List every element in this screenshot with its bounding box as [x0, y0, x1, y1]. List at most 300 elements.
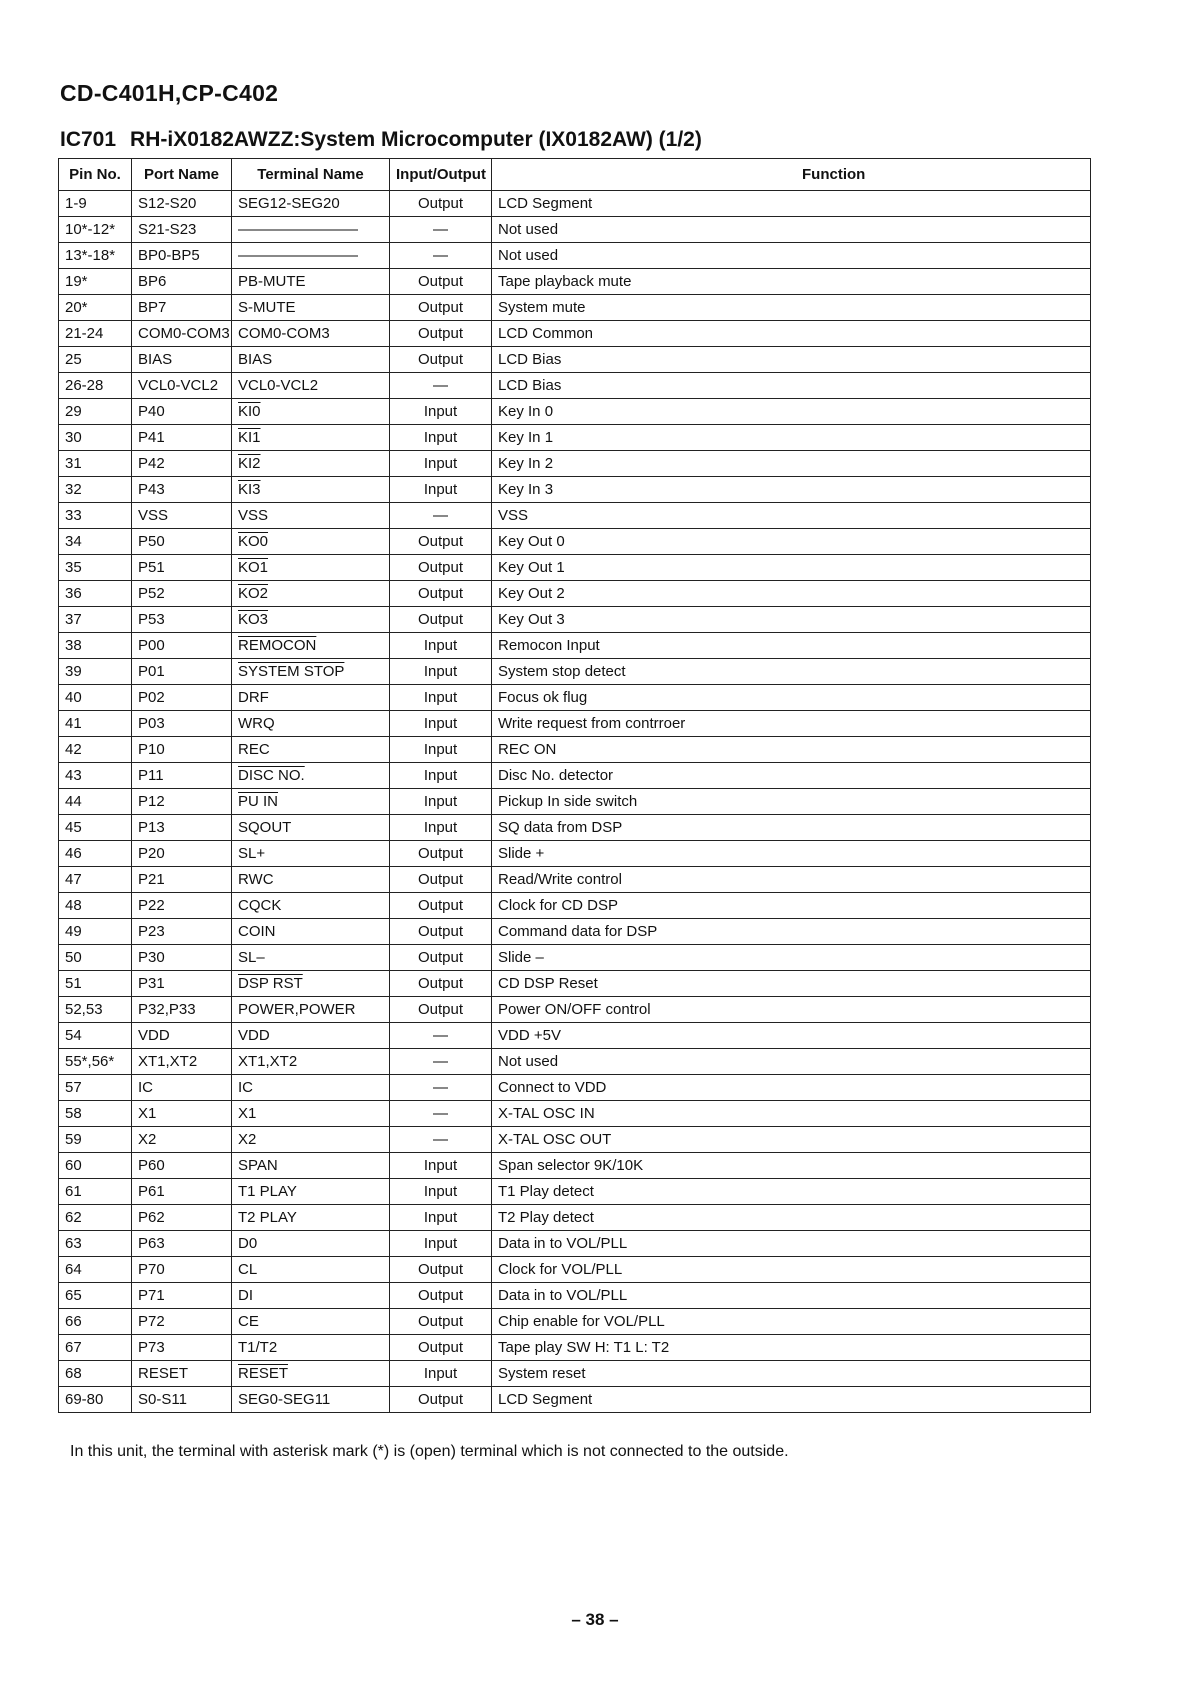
cell-io: Output [390, 581, 492, 607]
cell-port: P00 [132, 633, 232, 659]
table-row [59, 1049, 1091, 1075]
cell-io: Output [390, 1387, 492, 1413]
col-header-io: Input/Output [390, 159, 492, 191]
cell-terminal [232, 581, 390, 607]
cell-port: P53 [132, 607, 232, 633]
cell-pin: 60 [59, 1153, 132, 1179]
cell-terminal: RWC [232, 867, 390, 893]
cell-terminal [232, 763, 390, 789]
cell-function: Key In 3 [492, 477, 1091, 503]
cell-io: Output [390, 997, 492, 1023]
active-low-terminal: RESET [238, 1365, 289, 1382]
cell-terminal: ———————— [232, 217, 390, 243]
cell-pin: 38 [59, 633, 132, 659]
cell-pin: 25 [59, 347, 132, 373]
cell-terminal: VDD [232, 1023, 390, 1049]
cell-io: — [390, 217, 492, 243]
cell-terminal: X1 [232, 1101, 390, 1127]
cell-port: IC [132, 1075, 232, 1101]
table-row [59, 399, 1091, 425]
cell-port: P30 [132, 945, 232, 971]
table-row [59, 867, 1091, 893]
col-header-function: Function [492, 159, 1091, 191]
cell-function: Not used [492, 1049, 1091, 1075]
cell-port: P52 [132, 581, 232, 607]
cell-function: LCD Segment [492, 191, 1091, 217]
cell-function: Key Out 2 [492, 581, 1091, 607]
cell-terminal: X2 [232, 1127, 390, 1153]
cell-io: Input [390, 685, 492, 711]
cell-io: Input [390, 1179, 492, 1205]
cell-port: P13 [132, 815, 232, 841]
cell-port: P63 [132, 1231, 232, 1257]
cell-function: Tape playback mute [492, 269, 1091, 295]
cell-terminal: CQCK [232, 893, 390, 919]
cell-function: Key In 0 [492, 399, 1091, 425]
cell-io: — [390, 1127, 492, 1153]
cell-port: RESET [132, 1361, 232, 1387]
cell-terminal [232, 789, 390, 815]
active-low-terminal: PU IN [238, 793, 279, 810]
cell-pin: 59 [59, 1127, 132, 1153]
cell-port: P23 [132, 919, 232, 945]
active-low-terminal: KI2 [238, 455, 261, 472]
cell-port: P32,P33 [132, 997, 232, 1023]
table-row [59, 1153, 1091, 1179]
cell-port: P71 [132, 1283, 232, 1309]
cell-io: Input [390, 1153, 492, 1179]
cell-function: Not used [492, 217, 1091, 243]
cell-function: VDD +5V [492, 1023, 1091, 1049]
cell-pin: 67 [59, 1335, 132, 1361]
cell-io: Output [390, 191, 492, 217]
cell-pin: 36 [59, 581, 132, 607]
cell-pin: 21-24 [59, 321, 132, 347]
cell-function: Write request from contrroer [492, 711, 1091, 737]
cell-function: System mute [492, 295, 1091, 321]
cell-port: P22 [132, 893, 232, 919]
table-row [59, 1205, 1091, 1231]
cell-function: LCD Common [492, 321, 1091, 347]
cell-port: P50 [132, 529, 232, 555]
cell-terminal [232, 971, 390, 997]
cell-io: Input [390, 1231, 492, 1257]
cell-io: Output [390, 971, 492, 997]
cell-pin: 41 [59, 711, 132, 737]
cell-port: X1 [132, 1101, 232, 1127]
cell-terminal: SL+ [232, 841, 390, 867]
cell-port: BIAS [132, 347, 232, 373]
cell-port: P42 [132, 451, 232, 477]
table-row [59, 1231, 1091, 1257]
table-row [59, 1309, 1091, 1335]
cell-function: Tape play SW H: T1 L: T2 [492, 1335, 1091, 1361]
cell-function: Not used [492, 243, 1091, 269]
cell-terminal [232, 477, 390, 503]
table-row [59, 425, 1091, 451]
cell-pin: 26-28 [59, 373, 132, 399]
cell-io: Input [390, 789, 492, 815]
table-row [59, 1023, 1091, 1049]
cell-pin: 52,53 [59, 997, 132, 1023]
cell-terminal: DI [232, 1283, 390, 1309]
cell-terminal: S-MUTE [232, 295, 390, 321]
col-header-port: Port Name [132, 159, 232, 191]
table-row [59, 347, 1091, 373]
active-low-terminal: DSP RST [238, 975, 303, 992]
cell-function: LCD Bias [492, 347, 1091, 373]
cell-function: Remocon Input [492, 633, 1091, 659]
cell-pin: 39 [59, 659, 132, 685]
cell-pin: 40 [59, 685, 132, 711]
cell-pin: 62 [59, 1205, 132, 1231]
cell-pin: 20* [59, 295, 132, 321]
table-row [59, 529, 1091, 555]
table-row [59, 659, 1091, 685]
cell-pin: 47 [59, 867, 132, 893]
cell-terminal [232, 529, 390, 555]
cell-pin: 44 [59, 789, 132, 815]
cell-terminal: CL [232, 1257, 390, 1283]
cell-pin: 42 [59, 737, 132, 763]
cell-pin: 68 [59, 1361, 132, 1387]
footnote: In this unit, the terminal with asterisk mark (*) is (open) terminal which is not connected to the outside. [70, 1443, 789, 1460]
cell-pin: 58 [59, 1101, 132, 1127]
cell-port: COM0-COM3 [132, 321, 232, 347]
cell-terminal: BIAS [232, 347, 390, 373]
table-row [59, 373, 1091, 399]
cell-function: Key Out 0 [492, 529, 1091, 555]
table-row [59, 1361, 1091, 1387]
active-low-terminal: REMOCON [238, 637, 317, 654]
cell-port: P20 [132, 841, 232, 867]
cell-terminal: CE [232, 1309, 390, 1335]
cell-terminal: DRF [232, 685, 390, 711]
cell-terminal [232, 607, 390, 633]
cell-pin: 48 [59, 893, 132, 919]
cell-io: Input [390, 659, 492, 685]
cell-pin: 30 [59, 425, 132, 451]
cell-terminal: SQOUT [232, 815, 390, 841]
cell-port: P61 [132, 1179, 232, 1205]
cell-io: Output [390, 1257, 492, 1283]
cell-io: Output [390, 945, 492, 971]
table-row [59, 503, 1091, 529]
cell-function: Focus ok flug [492, 685, 1091, 711]
cell-terminal: IC [232, 1075, 390, 1101]
cell-terminal: T2 PLAY [232, 1205, 390, 1231]
active-low-terminal: KI3 [238, 481, 261, 498]
active-low-terminal: KO2 [238, 585, 269, 602]
cell-function: Clock for CD DSP [492, 893, 1091, 919]
table-row [59, 191, 1091, 217]
cell-terminal: T1 PLAY [232, 1179, 390, 1205]
cell-port: VCL0-VCL2 [132, 373, 232, 399]
cell-terminal [232, 451, 390, 477]
table-row [59, 555, 1091, 581]
cell-pin: 50 [59, 945, 132, 971]
cell-function: Pickup In side switch [492, 789, 1091, 815]
cell-port: P11 [132, 763, 232, 789]
cell-pin: 32 [59, 477, 132, 503]
cell-io: — [390, 243, 492, 269]
cell-io: Output [390, 269, 492, 295]
table-row [59, 1387, 1091, 1413]
cell-pin: 45 [59, 815, 132, 841]
cell-function: System reset [492, 1361, 1091, 1387]
cell-function: CD DSP Reset [492, 971, 1091, 997]
cell-function: VSS [492, 503, 1091, 529]
cell-terminal [232, 633, 390, 659]
cell-port: P31 [132, 971, 232, 997]
ic-reference: IC701 [60, 128, 117, 151]
table-row [59, 919, 1091, 945]
active-low-terminal: KI1 [238, 429, 261, 446]
cell-port: P43 [132, 477, 232, 503]
table-row [59, 321, 1091, 347]
cell-port: BP7 [132, 295, 232, 321]
cell-io: — [390, 1049, 492, 1075]
cell-io: Output [390, 867, 492, 893]
cell-function: Span selector 9K/10K [492, 1153, 1091, 1179]
cell-port: P12 [132, 789, 232, 815]
cell-function: Command data for DSP [492, 919, 1091, 945]
cell-terminal: PB-MUTE [232, 269, 390, 295]
cell-io: Input [390, 399, 492, 425]
cell-function: Clock for VOL/PLL [492, 1257, 1091, 1283]
cell-function: Key In 2 [492, 451, 1091, 477]
table-row [59, 1257, 1091, 1283]
active-low-terminal: KO0 [238, 533, 269, 550]
cell-function: LCD Segment [492, 1387, 1091, 1413]
cell-terminal: REC [232, 737, 390, 763]
table-row [59, 815, 1091, 841]
cell-port: VDD [132, 1023, 232, 1049]
active-low-terminal: KI0 [238, 403, 261, 420]
cell-port: P70 [132, 1257, 232, 1283]
table-row [59, 477, 1091, 503]
table-row [59, 581, 1091, 607]
cell-io: — [390, 503, 492, 529]
cell-port: P51 [132, 555, 232, 581]
cell-function: X-TAL OSC IN [492, 1101, 1091, 1127]
cell-pin: 63 [59, 1231, 132, 1257]
table-row [59, 685, 1091, 711]
table-row [59, 451, 1091, 477]
cell-port: BP0-BP5 [132, 243, 232, 269]
cell-port: S21-S23 [132, 217, 232, 243]
cell-function: Power ON/OFF control [492, 997, 1091, 1023]
cell-terminal: SL– [232, 945, 390, 971]
table-row [59, 841, 1091, 867]
cell-port: P02 [132, 685, 232, 711]
cell-function: Chip enable for VOL/PLL [492, 1309, 1091, 1335]
table-row [59, 1075, 1091, 1101]
cell-function: Read/Write control [492, 867, 1091, 893]
cell-terminal: VSS [232, 503, 390, 529]
cell-io: Input [390, 711, 492, 737]
cell-terminal: POWER,POWER [232, 997, 390, 1023]
cell-io: Output [390, 607, 492, 633]
cell-pin: 37 [59, 607, 132, 633]
cell-port: P41 [132, 425, 232, 451]
cell-terminal [232, 425, 390, 451]
cell-io: Output [390, 893, 492, 919]
col-header-terminal: Terminal Name [232, 159, 390, 191]
cell-terminal: COIN [232, 919, 390, 945]
cell-io: Output [390, 529, 492, 555]
cell-io: Input [390, 633, 492, 659]
table-row [59, 711, 1091, 737]
table-row [59, 217, 1091, 243]
cell-pin: 34 [59, 529, 132, 555]
cell-function: REC ON [492, 737, 1091, 763]
cell-terminal: COM0-COM3 [232, 321, 390, 347]
cell-pin: 31 [59, 451, 132, 477]
cell-pin: 65 [59, 1283, 132, 1309]
page-number: – 38 – [571, 1610, 619, 1629]
cell-function: T1 Play detect [492, 1179, 1091, 1205]
cell-pin: 33 [59, 503, 132, 529]
cell-io: Output [390, 1283, 492, 1309]
cell-terminal: ———————— [232, 243, 390, 269]
cell-io: Input [390, 815, 492, 841]
cell-terminal: SEG12-SEG20 [232, 191, 390, 217]
table-row [59, 997, 1091, 1023]
cell-pin: 66 [59, 1309, 132, 1335]
cell-function: Key Out 3 [492, 607, 1091, 633]
cell-terminal: T1/T2 [232, 1335, 390, 1361]
cell-function: Slide – [492, 945, 1091, 971]
pin-function-table [58, 158, 1091, 1413]
cell-io: Output [390, 1335, 492, 1361]
cell-pin: 51 [59, 971, 132, 997]
table-row [59, 1283, 1091, 1309]
table-row [59, 269, 1091, 295]
table-row [59, 243, 1091, 269]
table-row [59, 763, 1091, 789]
cell-port: X2 [132, 1127, 232, 1153]
cell-pin: 57 [59, 1075, 132, 1101]
cell-io: Input [390, 1361, 492, 1387]
cell-io: Output [390, 919, 492, 945]
cell-function: X-TAL OSC OUT [492, 1127, 1091, 1153]
table-row [59, 1335, 1091, 1361]
active-low-terminal: KO3 [238, 611, 269, 628]
cell-function: System stop detect [492, 659, 1091, 685]
active-low-terminal: SYSTEM STOP [238, 663, 345, 680]
cell-io: Output [390, 347, 492, 373]
table-row [59, 971, 1091, 997]
cell-io: Output [390, 841, 492, 867]
cell-pin: 64 [59, 1257, 132, 1283]
cell-terminal [232, 399, 390, 425]
cell-pin: 49 [59, 919, 132, 945]
cell-io: — [390, 1023, 492, 1049]
cell-io: Input [390, 451, 492, 477]
cell-port: XT1,XT2 [132, 1049, 232, 1075]
cell-function: SQ data from DSP [492, 815, 1091, 841]
cell-function: Data in to VOL/PLL [492, 1283, 1091, 1309]
cell-io: Input [390, 737, 492, 763]
table-row [59, 1101, 1091, 1127]
cell-function: Disc No. detector [492, 763, 1091, 789]
table-row [59, 789, 1091, 815]
cell-port: P10 [132, 737, 232, 763]
cell-terminal [232, 555, 390, 581]
cell-pin: 46 [59, 841, 132, 867]
active-low-terminal: DISC NO. [238, 767, 305, 784]
cell-pin: 55*,56* [59, 1049, 132, 1075]
active-low-terminal: KO1 [238, 559, 269, 576]
cell-io: Output [390, 295, 492, 321]
cell-port: P40 [132, 399, 232, 425]
cell-pin: 13*-18* [59, 243, 132, 269]
cell-port: P60 [132, 1153, 232, 1179]
cell-function: Connect to VDD [492, 1075, 1091, 1101]
cell-terminal [232, 659, 390, 685]
cell-io: Input [390, 425, 492, 451]
cell-port: BP6 [132, 269, 232, 295]
ic-title [60, 128, 702, 152]
cell-function: LCD Bias [492, 373, 1091, 399]
cell-terminal: XT1,XT2 [232, 1049, 390, 1075]
cell-io: Input [390, 1205, 492, 1231]
cell-terminal: VCL0-VCL2 [232, 373, 390, 399]
table-row [59, 737, 1091, 763]
model-title: CD-C401H,CP-C402 [60, 80, 279, 106]
cell-terminal: WRQ [232, 711, 390, 737]
cell-port: P72 [132, 1309, 232, 1335]
cell-io: — [390, 1101, 492, 1127]
cell-pin: 19* [59, 269, 132, 295]
cell-io: Input [390, 763, 492, 789]
cell-port: VSS [132, 503, 232, 529]
cell-terminal [232, 1361, 390, 1387]
cell-function: Key In 1 [492, 425, 1091, 451]
cell-port: S0-S11 [132, 1387, 232, 1413]
cell-port: P73 [132, 1335, 232, 1361]
cell-function: Data in to VOL/PLL [492, 1231, 1091, 1257]
cell-terminal: SEG0-SEG11 [232, 1387, 390, 1413]
cell-io: — [390, 373, 492, 399]
table-header-row [59, 159, 1091, 191]
table-body [59, 191, 1091, 1413]
cell-port: P01 [132, 659, 232, 685]
table-row [59, 1127, 1091, 1153]
cell-pin: 54 [59, 1023, 132, 1049]
cell-function: Key Out 1 [492, 555, 1091, 581]
col-header-pin: Pin No. [59, 159, 132, 191]
cell-pin: 61 [59, 1179, 132, 1205]
cell-pin: 69-80 [59, 1387, 132, 1413]
cell-function: Slide + [492, 841, 1091, 867]
cell-port: S12-S20 [132, 191, 232, 217]
cell-port: P62 [132, 1205, 232, 1231]
cell-pin: 35 [59, 555, 132, 581]
cell-io: Output [390, 1309, 492, 1335]
cell-terminal: D0 [232, 1231, 390, 1257]
cell-port: P03 [132, 711, 232, 737]
cell-io: — [390, 1075, 492, 1101]
table-row [59, 607, 1091, 633]
cell-terminal: SPAN [232, 1153, 390, 1179]
cell-port: P21 [132, 867, 232, 893]
ic-description: RH-iX0182AWZZ:System Microcomputer (IX0182AW) (1/2) [130, 128, 702, 151]
table-row [59, 633, 1091, 659]
cell-pin: 10*-12* [59, 217, 132, 243]
cell-io: Input [390, 477, 492, 503]
